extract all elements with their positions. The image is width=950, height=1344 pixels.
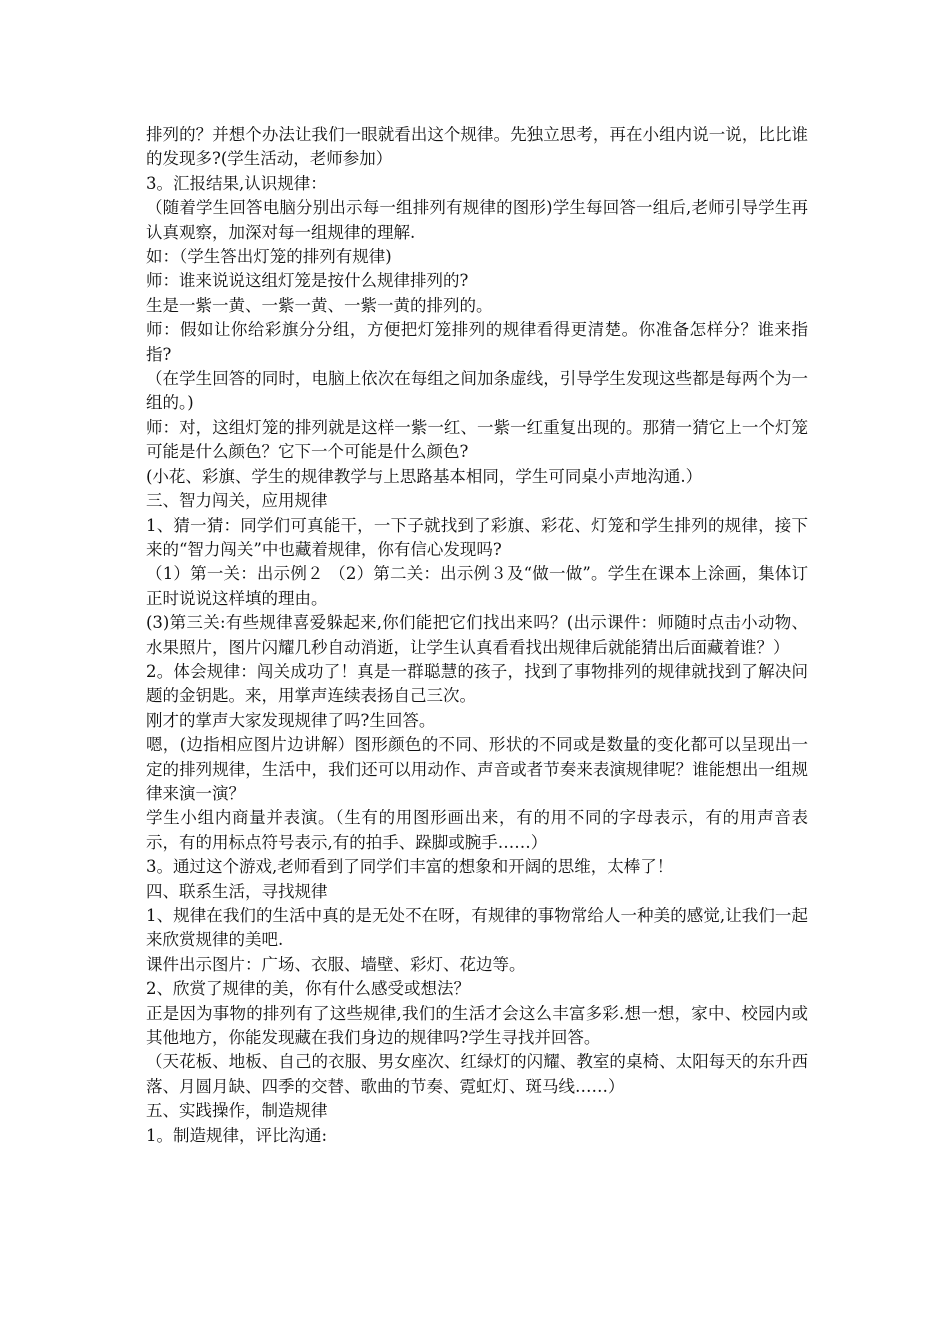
section-heading: 五、实践操作，制造规律 xyxy=(146,1101,328,1121)
paragraph: 正是因为事物的排列有了这些规律,我们的生活才会这么丰富多彩.想一想，家中、校园内或其他地方，你能发现藏在我们身边的规律吗?学生寻找并回答。 xyxy=(146,1003,808,1048)
paragraph: 师：对，这组灯笼的排列就是这样一紫一红、一紫一红重复出现的。那猜一猜它上一个灯笼可能是什么颜色？它下一个可能是什么颜色? xyxy=(146,417,808,462)
paragraph: 学生小组内商量并表演。（生有的用图形画出来，有的用不同的字母表示，有的用声音表示，有的用标点符号表示,有的拍手、跺脚或腕手……） xyxy=(146,808,808,852)
paragraph: 刚才的掌声大家发现规律了吗?生回答。 xyxy=(146,710,436,730)
paragraph: 2、欣赏了规律的美，你有什么感受或想法？ xyxy=(146,979,470,999)
paragraph: （1）第一关：出示例２ （2）第二关：出示例３及“做一做”。学生在课本上涂画，集体订正时说说这样填的理由。 xyxy=(146,564,808,608)
paragraph: 课件出示图片：广场、衣服、墙壁、彩灯、花边等。 xyxy=(146,954,526,974)
paragraph: 2。体会规律：闯关成功了！真是一群聪慧的孩子，找到了事物排列的规律就找到了解决问题的金钥匙。来，用掌声连续表扬自己三次。 xyxy=(146,661,808,706)
paragraph: （随着学生回答电脑分别出示每一组排列有规律的图形)学生每回答一组后,老师引导学生再认真观察，加深对每一组规律的理解. xyxy=(146,198,808,242)
paragraph: 1。制造规律，评比沟通: xyxy=(146,1125,328,1145)
paragraph: （在学生回答的同时，电脑上依次在每组之间加条虚线，引导学生发现这些都是每两个为一组的。) xyxy=(146,369,808,413)
paragraph: （天花板、地板、自己的衣服、男女座次、红绿灯的闪耀、教室的桌椅、太阳每天的东升西落、月圆月缺、四季的交替、歌曲的节奏、霓虹灯、斑马线……） xyxy=(146,1052,808,1096)
section-heading: 四、联系生活，寻找规律 xyxy=(146,881,328,901)
paragraph: 如：（学生答出灯笼的排列有规律) xyxy=(146,247,392,267)
paragraph: 师：谁来说说这组灯笼是按什么规律排列的? xyxy=(146,271,469,291)
paragraph: 生是一紫一黄、一紫一黄、一紫一黄的排列的。 xyxy=(146,295,493,315)
document-body xyxy=(146,123,808,1148)
paragraph: (3)第三关:有些规律喜爱躲起来,你们能把它们找出来吗？(出示课件：师随时点击小动物、水果照片，图片闪耀几秒自动消逝，让学生认真看看找出规律后就能猜出后面藏着谁？） xyxy=(146,613,808,657)
section-heading: 三、智力闯关，应用规律 xyxy=(146,491,328,511)
paragraph: 3。通过这个游戏,老师看到了同学们丰富的想象和开阔的思维，太棒了！ xyxy=(146,857,674,877)
paragraph: 1、猜一猜：同学们可真能干，一下子就找到了彩旗、彩花、灯笼和学生排列的规律，接下来的“智力闯关”中也藏着规律，你有信心发现吗? xyxy=(146,515,808,559)
paragraph: 排列的？并想个办法让我们一眼就看出这个规律。先独立思考，再在小组内说一说，比比谁的发现多?(学生活动，老师参加） xyxy=(146,125,808,169)
paragraph: 师：假如让你给彩旗分分组，方便把灯笼排列的规律看得更清楚。你准备怎样分？谁来指指? xyxy=(146,320,808,364)
paragraph: 嗯，(边指相应图片边讲解）图形颜色的不同、形状的不同或是数量的变化都可以呈现出一定的排列规律，生活中，我们还可以用动作、声音或者节奏来表演规律呢？谁能想出一组规律来演一演？ xyxy=(146,735,808,803)
paragraph: (小花、彩旗、学生的规律教学与上思路基本相同，学生可同桌小声地沟通.） xyxy=(146,466,703,486)
paragraph: 3。汇报结果,认识规律： xyxy=(146,173,327,193)
paragraph: 1、规律在我们的生活中真的是无处不在呀，有规律的事物常给人一种美的感觉,让我们一起来欣赏规律的美吧. xyxy=(146,906,808,950)
